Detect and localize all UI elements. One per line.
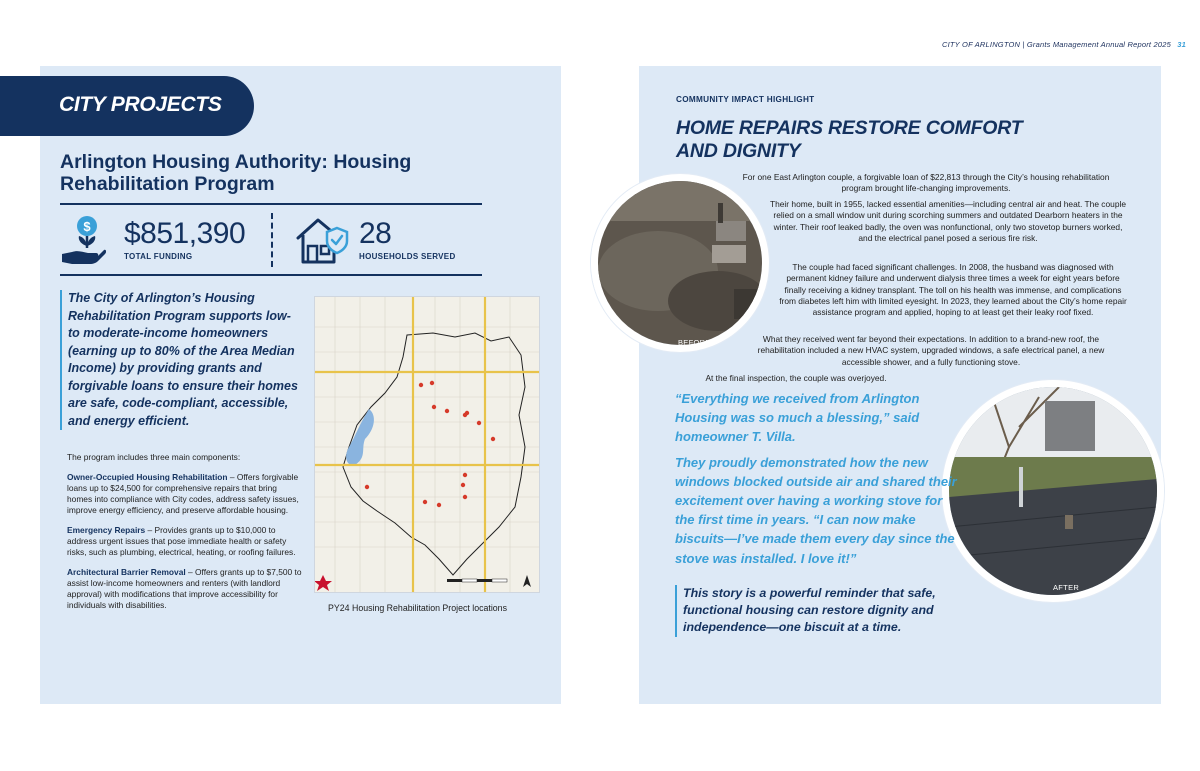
program-components [67, 452, 303, 620]
story-title [676, 117, 1076, 163]
running-header [942, 40, 1186, 49]
project-locations-map [314, 296, 540, 593]
story-paragraph-3: The couple had faced significant challenges. In 2008, the husband was diagnosed with permanent kidney failure and underwent dialysis three times a week for eight years before finally receiving a kidney transplant. The toll on his health was immense, and complications from diabetes left him with limited eyesight. In 2023, they learned about the City’s home repair assistance program and applied, hoping to at least get their leaky roof fixed. [779, 262, 1127, 318]
households-label: HOUSEHOLDS SERVED [359, 252, 456, 261]
svg-text:$: $ [83, 219, 91, 234]
component-barrier-removal: Architectural Barrier Removal – Offers grants up to $7,500 to assist low-income homeowners and renters (with landlord approval) with modifications that improve accessibility for individuals with disabilities. [67, 567, 302, 610]
component-owner-occupied: Owner-Occupied Housing Rehabilitation – Offers forgivable loans up to $24,500 for comprehensive repairs that bring homes into compliance with City codes, address safety issues, improve energy efficiency, and preserve affordable housing. [67, 472, 299, 515]
map-graphic [315, 297, 540, 593]
closing-statement: This story is a powerful reminder that safe, functional housing can restore dignity and independence—one biscuit at a time. [675, 585, 965, 637]
after-roof-image [949, 387, 1157, 595]
story-paragraph-4: What they received went far beyond their expectations. In addition to a brand-new roof, the rehabilitation included a new HVAC system, upgraded windows, a safe electrical panel, a new accessible shower, and a fully functioning stove. [757, 334, 1105, 367]
stats-bottom-rule [60, 274, 482, 276]
quote-line-2: They proudly demonstrated how the new windows blocked outside air and shared their excitement over having a working stove for the first time in years. “I can now make biscuits—I’ve made them every day since the stove was installed. I love it!” [675, 454, 957, 566]
story-title-line-2: AND DIGNITY [676, 140, 801, 162]
map-caption: PY24 Housing Rehabilitation Project locations [328, 603, 507, 613]
map-scale-bar [447, 579, 507, 582]
before-label: BEFORE [678, 338, 711, 347]
before-photo [591, 174, 769, 352]
stats-top-rule [60, 203, 482, 205]
story-paragraph-5: At the final inspection, the couple was overjoyed. [705, 373, 887, 383]
section-tab-label: CITY PROJECTS [59, 93, 222, 116]
after-photo [942, 380, 1164, 602]
section-label: COMMUNITY IMPACT HIGHLIGHT [676, 95, 815, 104]
story-paragraph-2: Their home, built in 1955, lacked essential amenities—including central air and heat. The couple relied on a small window unit during scorching summers and outdated Dearborn heaters in the winter. Their roof leaked badly, the oven was nonfunctional, only two stovetop burners worked, and the electrical panel posed a serious fire risk. [770, 199, 1126, 243]
program-title: Arlington Housing Authority: Housing Rehabilitation Program [60, 151, 412, 195]
house-shield-icon [294, 214, 350, 266]
section-tab [0, 76, 254, 136]
before-roof-image [598, 181, 762, 345]
page-number: 31 [1177, 40, 1186, 49]
components-intro: The program includes three main components: [67, 452, 241, 462]
program-intro: The City of Arlington’s Housing Rehabilitation Program supports low-to moderate-income homeowners (earning up to 80% of the Area Median Income) by providing grants and forgivable loans to ensure their homes are safe, code-compliant, accessible, and energy efficient. [60, 290, 300, 430]
component-emergency-repairs: Emergency Repairs – Provides grants up to $10,000 to address urgent issues that pose immediate health or safety risks, such as plumbing, electrical, heating, or roofing failures. [67, 525, 296, 557]
story-title-line-1: HOME REPAIRS RESTORE COMFORT [676, 117, 1023, 139]
story-paragraph-1: For one East Arlington couple, a forgivable loan of $22,813 through the City’s housing rehabilitation program brought life-changing improvements. [742, 172, 1110, 194]
stats-divider [271, 213, 273, 267]
quote-line-1: “Everything we received from Arlington Housing was so much a blessing,” said homeowner T. Villa. [675, 391, 920, 445]
total-funding-value: $851,390 [124, 217, 246, 250]
homeowner-quote [675, 389, 960, 574]
report-title: CITY OF ARLINGTON | Grants Management Annual Report 2025 [942, 40, 1171, 49]
households-value: 28 [359, 217, 392, 250]
total-funding-label: TOTAL FUNDING [124, 252, 193, 261]
after-label: AFTER [1053, 583, 1080, 592]
money-hand-icon [60, 212, 106, 266]
